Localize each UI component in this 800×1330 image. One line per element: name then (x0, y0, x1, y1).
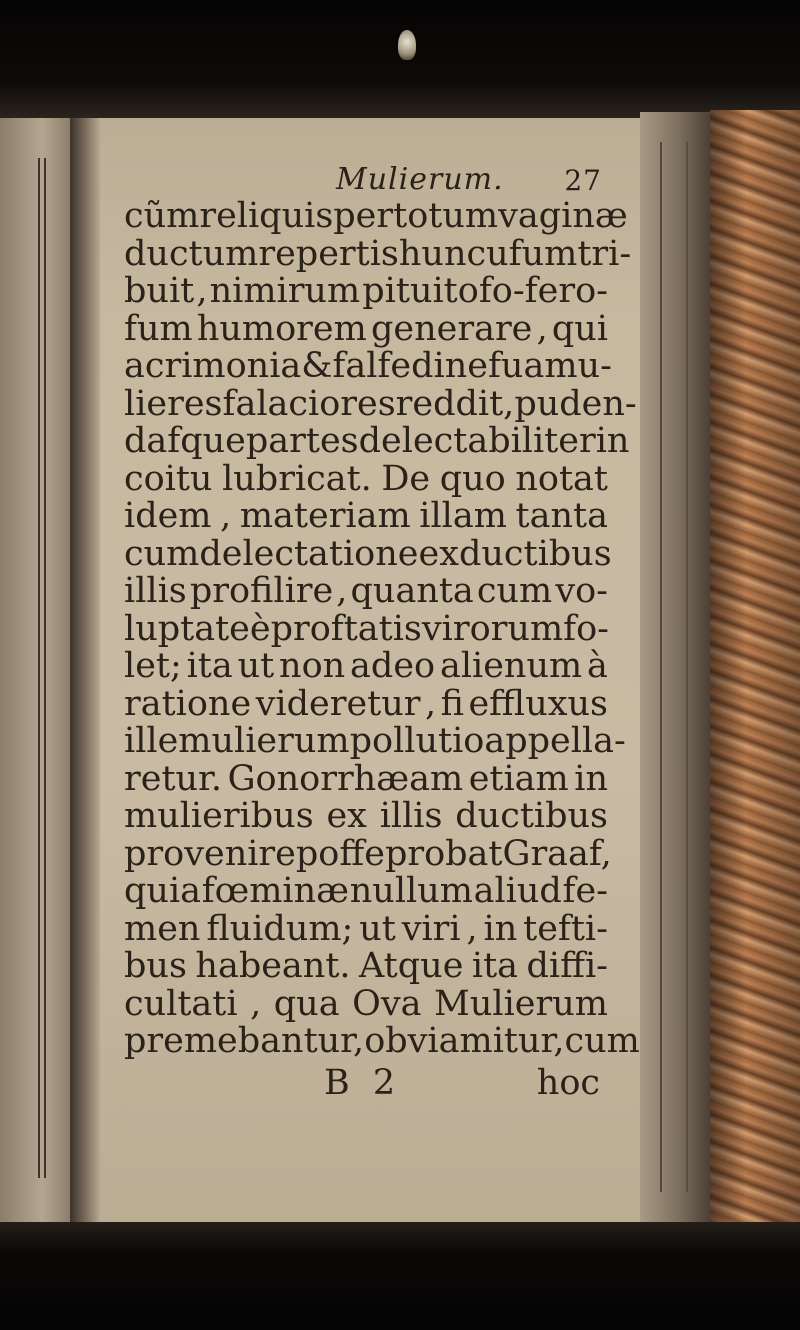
word: cum (124, 533, 200, 574)
word: luptate (124, 608, 250, 649)
text-line (124, 948, 608, 986)
word: fi (440, 683, 464, 724)
text-line (124, 721, 626, 761)
text-line (124, 233, 632, 274)
word: virorum (421, 608, 564, 649)
word: à (587, 646, 608, 686)
word: vo- (555, 571, 608, 611)
word: ut (237, 646, 275, 686)
text-line (124, 308, 608, 349)
word: tanta (515, 496, 608, 536)
word: let; (124, 646, 182, 686)
word: probat (384, 833, 503, 874)
text-line (124, 458, 608, 499)
word: non (279, 646, 346, 686)
word: mulierum (178, 721, 350, 761)
word: qua (273, 983, 340, 1024)
text-line (124, 908, 608, 949)
word: vaginæ (498, 196, 628, 236)
word: poffe (295, 833, 385, 874)
previous-page-edge (0, 118, 70, 1223)
signature-mark: B 2 (324, 1062, 402, 1103)
text-line (124, 648, 608, 686)
page-fore-edge (640, 112, 710, 1224)
text-line (124, 983, 608, 1024)
word: diffi- (526, 946, 608, 986)
word: Atque (359, 946, 464, 986)
word: , (336, 571, 348, 611)
word: humorem (196, 308, 367, 349)
word: appella- (484, 721, 626, 761)
word: , (425, 683, 437, 724)
word: nullum (349, 871, 473, 911)
word: è (249, 608, 271, 649)
word: delectabiliter (358, 421, 596, 461)
word: profilire (189, 571, 334, 611)
word: , (196, 271, 208, 311)
word: De (381, 458, 431, 499)
word: provenire (124, 833, 296, 874)
word: obviam (364, 1021, 493, 1061)
word: quanta (350, 571, 474, 611)
word: retur. (124, 758, 223, 799)
word: , (536, 308, 548, 349)
word: hunc (398, 233, 487, 274)
word: ex (326, 796, 367, 836)
signature-line (124, 1063, 608, 1103)
text-line (124, 421, 630, 461)
word: tefti- (523, 908, 608, 949)
word: illis (379, 796, 443, 836)
word: materiam (239, 496, 411, 536)
word: ita (186, 646, 233, 686)
text-line (124, 683, 608, 724)
word: in (595, 421, 630, 461)
word: in (574, 758, 608, 799)
word: Mulierum (434, 983, 608, 1024)
word: fluidum; (206, 908, 354, 949)
text-line (124, 608, 609, 649)
word: reliquis (199, 196, 334, 236)
body-text (124, 196, 640, 1061)
word: aliud (473, 871, 562, 911)
word: bus (124, 946, 187, 986)
running-title: Mulierum. (336, 162, 504, 197)
word: falfedine (332, 346, 488, 386)
word: notat (515, 458, 608, 499)
text-line (124, 833, 612, 874)
word: , (220, 496, 232, 536)
word: in (483, 908, 518, 949)
bottom-dark-border (0, 1222, 800, 1330)
word: itur, (492, 1021, 565, 1061)
running-head (124, 160, 608, 197)
word: partes (245, 421, 359, 461)
word: per (333, 196, 394, 236)
page-number: 27 (564, 164, 602, 197)
word: ufum (486, 233, 578, 274)
text-line (124, 346, 612, 386)
word: qui (551, 308, 608, 349)
text-line (124, 573, 608, 611)
word: nimirum (209, 271, 361, 311)
word: fua (487, 346, 545, 386)
word: ductibus (458, 533, 612, 574)
word: adeo (350, 646, 436, 686)
page-text-block (124, 160, 640, 1103)
text-line (124, 498, 608, 536)
word: mulieribus (124, 796, 314, 836)
text-line (124, 273, 608, 311)
word: totum (393, 196, 499, 236)
book-gutter (70, 118, 100, 1223)
word: dafque (124, 421, 246, 461)
text-line (124, 758, 608, 799)
word: delectatione (199, 533, 419, 574)
top-dark-border (0, 0, 800, 118)
text-line (124, 798, 608, 836)
word: illis (124, 571, 187, 611)
word: cũm (124, 196, 200, 236)
word: idem (124, 496, 212, 536)
text-line (124, 1021, 640, 1061)
word: fœminæ (201, 871, 350, 911)
word: quia (124, 871, 202, 911)
word: buit (124, 271, 195, 311)
word: tri- (577, 233, 632, 274)
catchword: hoc (536, 1062, 600, 1103)
clip-mark-icon (398, 30, 416, 60)
word: illam (419, 496, 507, 536)
word: fe- (562, 871, 608, 911)
word: effluxus (468, 683, 608, 724)
word: , (250, 983, 262, 1024)
text-line (124, 873, 608, 911)
word: pituitofo-fero- (362, 271, 608, 311)
word: viri (401, 908, 461, 949)
word: Gonorrhæam (227, 758, 464, 799)
word: fo- (563, 608, 609, 649)
word: ille (124, 721, 179, 761)
word: alienum (439, 646, 583, 686)
word: videretur (255, 683, 421, 724)
word: cum (564, 1021, 640, 1061)
word: premebantur, (124, 1021, 365, 1061)
word: ductibus (455, 796, 608, 836)
word: cultati (124, 983, 238, 1024)
word: fum (124, 308, 193, 349)
text-line (124, 196, 628, 236)
word: ita (471, 946, 519, 986)
word: & (301, 346, 333, 386)
word: etiam (468, 758, 569, 799)
word: repertis (258, 233, 399, 274)
word: ratione (124, 683, 252, 724)
word: coitu (124, 458, 213, 499)
word: Ova (352, 983, 422, 1024)
word: cum (476, 571, 553, 611)
word: generare (370, 308, 533, 349)
word: Graaf, (502, 833, 612, 874)
word: pollutio (349, 721, 485, 761)
word: proftatis (270, 608, 422, 649)
marbled-cover-edge (710, 110, 800, 1230)
word: ductum (124, 233, 259, 274)
word: ut (359, 908, 396, 949)
word: , (466, 908, 478, 949)
word: acrimonia (124, 346, 302, 386)
word: habeant. (195, 946, 351, 986)
word: quo (439, 458, 506, 499)
word: lieres (124, 383, 223, 424)
word: ex (418, 533, 459, 574)
word: mu- (544, 346, 612, 386)
word: lubricat. (222, 458, 372, 499)
word: puden- (514, 383, 637, 424)
text-line (124, 383, 637, 424)
word: reddit, (395, 383, 515, 424)
text-line (124, 533, 612, 574)
word: falaciores (222, 383, 396, 424)
word: men (124, 908, 201, 949)
